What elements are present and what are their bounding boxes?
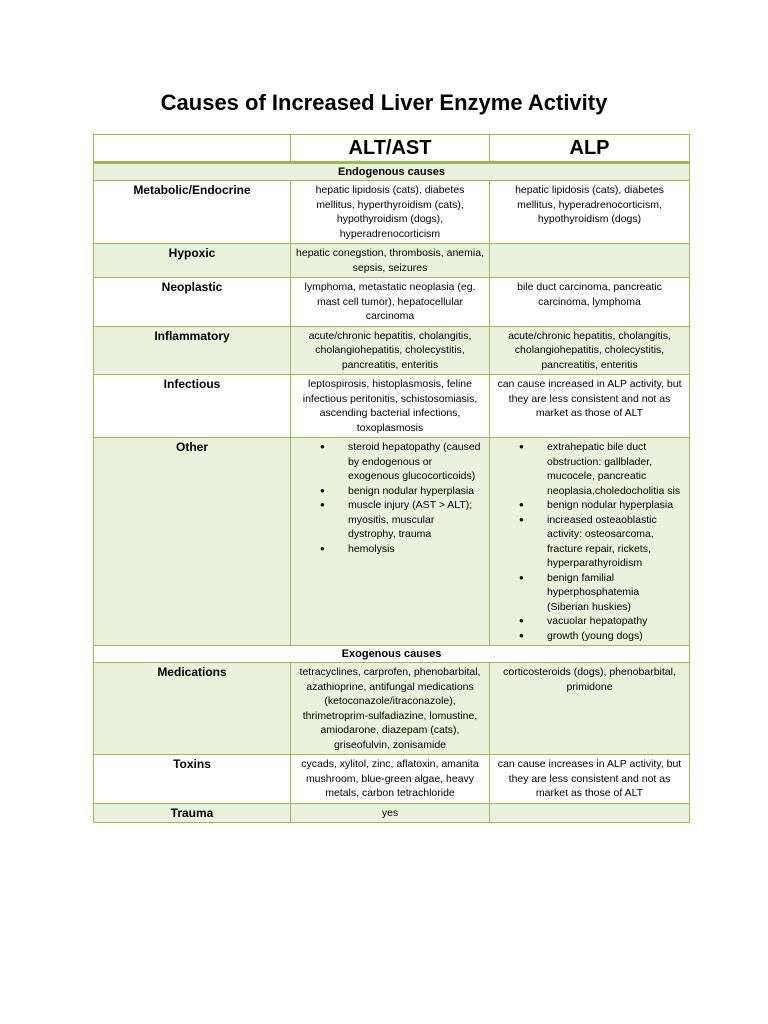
table-row — [94, 438, 690, 646]
alp-cell — [490, 803, 690, 823]
list-item: ● benign familial hyperphosphatemia (Siberian huskies) — [495, 571, 684, 615]
row-label: Inflammatory — [94, 326, 291, 375]
table-row — [94, 375, 690, 438]
table-row — [94, 326, 690, 375]
header-alt-ast: ALT/AST — [291, 135, 490, 163]
alt-cell — [291, 438, 490, 646]
alp-cell: can cause increased in ALP activity, but they are less consistent and not as market as those of ALT — [490, 375, 690, 438]
row-label: Medications — [94, 663, 291, 755]
row-label: Other — [94, 438, 291, 646]
table-row — [94, 663, 690, 755]
list-item: ● extrahepatic bile duct obstruction: gallblader, mucocele, pancreatic neoplasia,choledocholitia sis — [495, 440, 684, 498]
header-row — [94, 135, 690, 163]
list-item: ● benign nodular hyperplasia — [495, 498, 684, 513]
alp-cell: can cause increases in ALP activity, but they are less consistent and not as market as those of ALT — [490, 755, 690, 804]
table-row — [94, 278, 690, 327]
alt-other-list — [296, 440, 484, 556]
alt-cell: cycads, xylitol, zinc, aflatoxin, amanita mushroom, blue-green algae, heavy metals, carbon tetrachloride — [291, 755, 490, 804]
table-row — [94, 244, 690, 278]
alt-cell: leptospirosis, histoplasmosis, feline infectious peritonitis, schistosomiasis, ascending bacterial infections, toxoplasmosis — [291, 375, 490, 438]
row-label: Neoplastic — [94, 278, 291, 327]
alt-cell: hepatic conegstion, thrombosis, anemia, sepsis, seizures — [291, 244, 490, 278]
row-label: Hypoxic — [94, 244, 291, 278]
header-alp: ALP — [490, 135, 690, 163]
section-title-exogenous: Exogenous causes — [94, 646, 690, 663]
section-title-endogenous: Endogenous causes — [94, 163, 690, 181]
list-item: ● vacuolar hepatopathy — [495, 614, 684, 629]
alt-cell: yes — [291, 803, 490, 823]
row-label: Infectious — [94, 375, 291, 438]
alt-cell: lymphoma, metastatic neoplasia (eg. mast cell tumor), hepatocellular carcinoma — [291, 278, 490, 327]
page-title: Causes of Increased Liver Enzyme Activity — [160, 90, 608, 115]
alp-cell — [490, 244, 690, 278]
header-empty-cell — [94, 135, 291, 163]
alt-cell: acute/chronic hepatitis, cholangitis, cholangiohepatitis, cholecystitis, pancreatitis, enteritis — [291, 326, 490, 375]
table-row — [94, 803, 690, 823]
row-label: Trauma — [94, 803, 291, 823]
list-item: ● benign nodular hyperplasia — [296, 484, 484, 499]
list-item: ● muscle injury (AST > ALT); myositis, muscular dystrophy, trauma — [296, 498, 484, 542]
alp-cell: acute/chronic hepatitis, cholangitis, cholangiohepatitis, cholecystitis, pancreatitis, enteritis — [490, 326, 690, 375]
section-row-exogenous — [94, 646, 690, 663]
alp-cell: corticosteroids (dogs), phenobarbital, primidone — [490, 663, 690, 755]
list-item: ● increased osteaoblastic activity: osteosarcoma, fracture repair, rickets, hyperparathyroidism — [495, 513, 684, 571]
row-label: Toxins — [94, 755, 291, 804]
alt-cell: tetracyclines, carprofen, phenobarbital, azathioprine, antifungal medications (ketoconazole/itraconazole), thrimetroprim-sulfadiazine, lomustine, amiodarone, diazepam (cats), griseofulvin, zonisamide — [291, 663, 490, 755]
list-item: ● steroid hepatopathy (caused by endogenous or exogenous glucocorticoids) — [296, 440, 484, 484]
liver-enzyme-table — [93, 134, 690, 823]
alt-cell: hepatic lipidosis (cats), diabetes mellitus, hyperthyroidism (cats), hypothyroidism (dogs), hyperadrenocorticism — [291, 181, 490, 244]
section-row-endogenous — [94, 163, 690, 181]
table-row — [94, 181, 690, 244]
alp-cell: bile duct carcinoma, pancreatic carcinoma, lymphoma — [490, 278, 690, 327]
table-row — [94, 755, 690, 804]
list-item: ● hemolysis — [296, 542, 484, 557]
alp-other-list — [495, 440, 684, 643]
alp-cell — [490, 438, 690, 646]
row-label: Metabolic/Endocrine — [94, 181, 291, 244]
list-item: ● growth (young dogs) — [495, 629, 684, 644]
alp-cell: hepatic lipidosis (cats), diabetes mellitus, hyperadrenocorticism, hypothyroidism (dogs) — [490, 181, 690, 244]
